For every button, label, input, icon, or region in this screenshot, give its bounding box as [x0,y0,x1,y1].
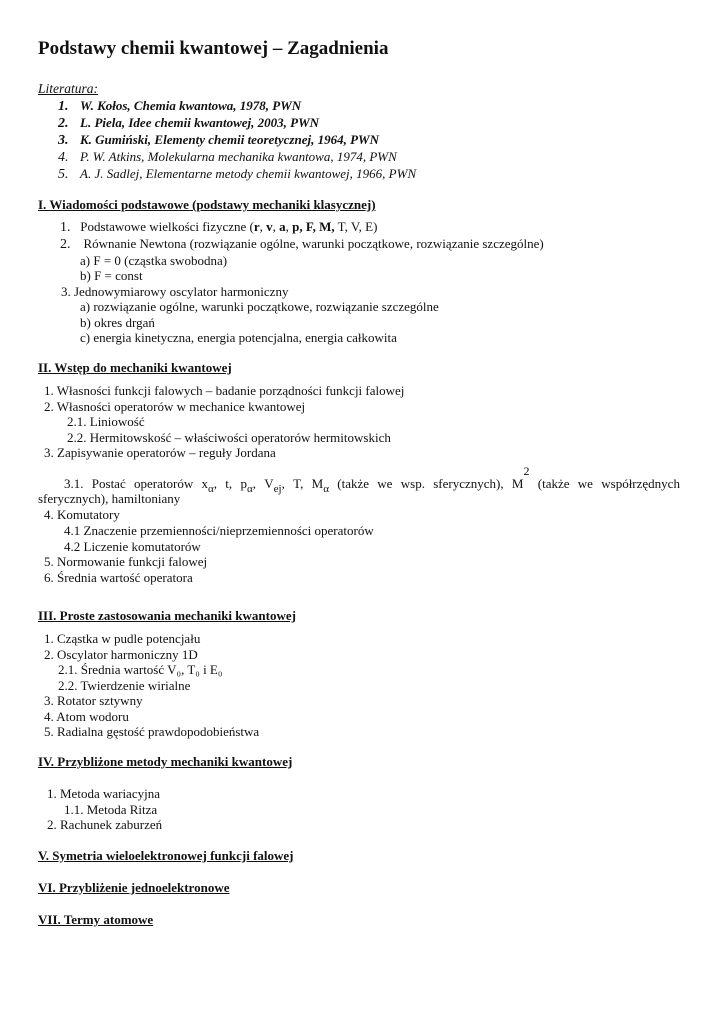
list-number: 3. [58,133,69,148]
list-item: 2.2. Hermitowskość – właściwości operatorów hermitowskich [67,430,391,445]
item-text: Podstawowe wielkości fizyczne ( [80,219,254,234]
operator-x [201,476,218,495]
bold-symbol: v [266,219,273,234]
list-item: 4. Atom wodoru [44,709,129,724]
subscript: α [323,483,329,495]
list-item [60,236,544,253]
list-item: 5. Normowanie funkcji falowej [44,554,208,569]
list-item: 3. Rotator sztywny [44,693,143,708]
list-number: 1. [58,99,69,114]
item-text: T, V, E) [334,219,378,234]
list-item: 4. Komutatory [44,507,120,522]
literature-item [58,149,397,166]
list-item: b) okres drgań [80,315,155,330]
literature-text: P. W. Atkins, Molekularna mechanika kwantowa, 1974, PWN [80,149,397,164]
word: we [377,476,393,491]
bold-symbol: r [253,219,260,234]
word: wsp. [400,476,425,491]
word: operatorów [134,476,194,491]
symbol: M [511,476,524,491]
literature-item [58,166,416,183]
list-item: 1. Własności funkcji falowych – badanie porządności funkcji falowej [44,383,405,398]
list-number: 4. [58,150,69,165]
list-item: 2.2. Twierdzenie wirialne [58,678,191,693]
list-item: 1.1. Metoda Ritza [64,802,158,817]
operator-m [311,476,329,495]
separator: , [213,476,218,491]
list-number: 2. [60,237,71,252]
word: (także [537,476,570,491]
literature-text: K. Gumiński, Elementy chemii teoretycznej, 1964, PWN [80,132,379,147]
word: Postać [91,476,126,491]
item-text: Równanie Newtona (rozwiązanie ogólne, warunki początkowe, rozwiązanie szczególne) [83,236,544,251]
literature-item [58,115,319,132]
bold-symbol: p, F, M, [292,219,335,234]
literature-text: L. Piela, Idee chemii kwantowej, 2003, PWN [80,115,320,130]
bold-symbol: a [279,219,286,234]
list-item: 4.1 Znaczenie przemienności/nieprzemienności operatorów [64,523,374,538]
subscript: ej [273,483,282,495]
section-heading-7: VII. Termy atomowe [38,912,154,927]
separator: , [259,219,267,234]
separator: , [281,476,285,491]
list-item: 1. Metoda wariacyjna [47,786,160,801]
section-heading-2: II. Wstęp do mechaniki kwantowej [38,360,232,375]
list-item: a) rozwiązanie ogólne, warunki początkowe, rozwiązanie szczególne [80,299,439,314]
section-heading-5: V. Symetria wieloelektronowej funkcji falowej [38,848,294,863]
operator-t: t, [225,476,233,491]
literature-text: A. J. Sadlej, Elementarne metody chemii kwantowej, 1966, PWN [80,166,417,181]
list-item: 2.1. Średnia wartość V₀, T₀ i E₀ [58,662,223,677]
list-item: 2. Rachunek zaburzeń [47,817,163,832]
list-item: 5. Radialna gęstość prawdopodobieństwa [44,724,260,739]
list-item [60,219,377,236]
list-number: 5. [58,167,69,182]
item-number: 3.1. [64,476,84,491]
operator-m-squared [511,464,530,492]
literature-heading: Literatura: [38,81,99,96]
word: (także [337,476,370,491]
symbol: V [264,476,274,491]
section-heading-6: VI. Przybliżenie jednoelektronowe [38,880,230,895]
list-item: c) energia kinetyczna, energia potencjalna, energia całkowita [80,330,397,345]
word: współrzędnych [601,476,680,491]
subscript: α [208,483,214,495]
section-heading-1: I. Wiadomości podstawowe (podstawy mechaniki klasycznej) [38,197,376,212]
operator-t-kinetic: T, [293,476,304,491]
word: sferycznych), [433,476,504,491]
separator: , [252,476,256,491]
superscript: 2 [523,464,530,478]
list-item: 2.1. Liniowość [67,414,145,429]
literature-item [58,132,379,149]
list-item: 3. Jednowymiarowy oscylator harmoniczny [61,284,289,299]
list-item: 1. Cząstka w pudle potencjału [44,631,201,646]
document-title: Podstawy chemii kwantowej – Zagadnienia [38,38,389,59]
list-item: 2. Własności operatorów w mechanice kwantowej [44,399,306,414]
literature-item [58,98,301,115]
symbol: x [201,476,208,491]
separator: , [272,219,280,234]
section-heading-4: IV. Przybliżone metody mechaniki kwantowej [38,754,293,769]
list-item-continuation: sferycznych), hamiltoniany [38,491,181,506]
operators-line [64,464,680,495]
list-number: 2. [58,116,69,131]
list-item: 3. Zapisywanie operatorów – reguły Jordana [44,445,276,460]
list-item: 4.2 Liczenie komutatorów [64,539,201,554]
subscript: α [246,483,253,495]
operator-v [264,476,285,495]
list-item: 6. Średnia wartość operatora [44,570,193,585]
operator-p [240,476,256,495]
list-item: b) F = const [80,268,143,283]
symbol: p [240,476,247,491]
list-number: 1. [60,220,71,235]
section-heading-3: III. Proste zastosowania mechaniki kwantowej [38,608,296,623]
list-item: 2. Oscylator harmoniczny 1D [44,647,198,662]
word: we [577,476,593,491]
list-item: a) F = 0 (cząstka swobodna) [80,253,228,268]
separator: , [285,219,293,234]
literature-text: W. Kołos, Chemia kwantowa, 1978, PWN [80,98,302,113]
symbol: M [311,476,324,491]
